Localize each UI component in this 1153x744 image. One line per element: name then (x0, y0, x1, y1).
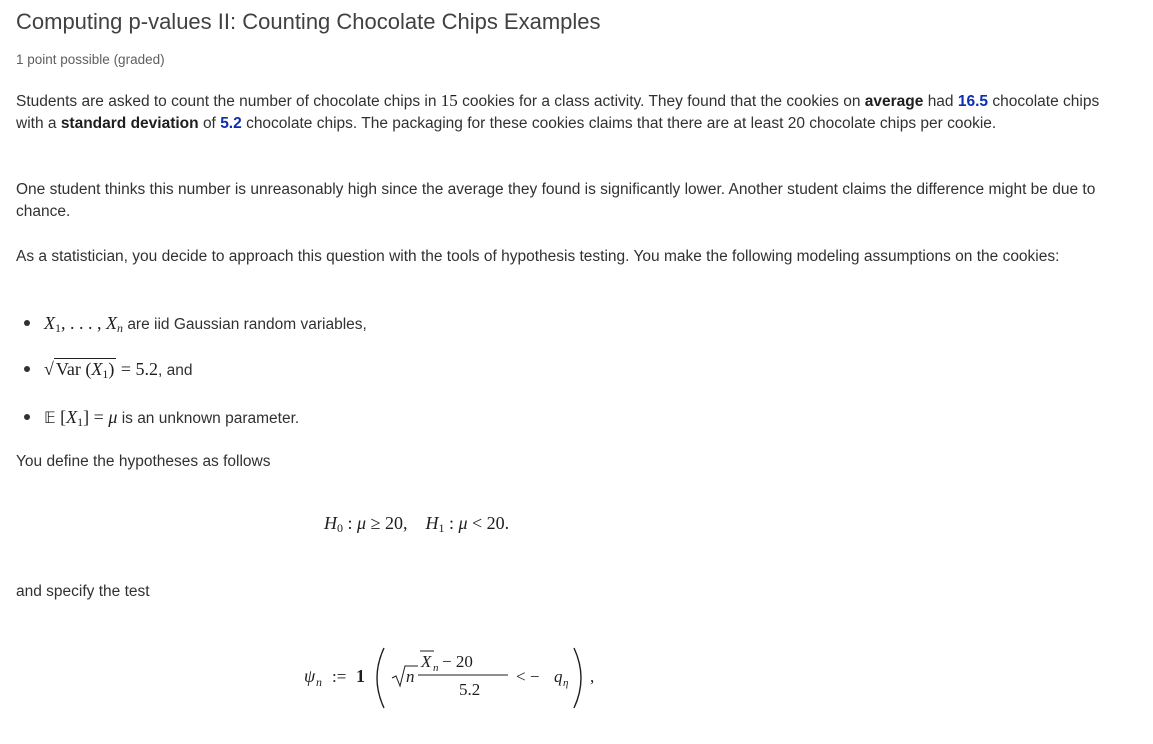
test-equation (304, 640, 624, 720)
average-value: 16.5 (957, 93, 989, 110)
assumption-item (24, 354, 193, 384)
intro-paragraph (16, 90, 1106, 135)
test-intro: and specify the test (16, 583, 150, 600)
standard-deviation-term: standard deviation (60, 115, 199, 132)
alternative-hypothesis-rhs: < 20. (472, 513, 510, 533)
intro-text-6: chocolate chips. The packaging for these cookies claims that there are at least 20 chocolate chips per cookie. (246, 115, 997, 132)
assumption-item (24, 308, 367, 338)
variance-label: Var (55, 359, 81, 379)
assumption-item (24, 402, 299, 432)
problem-title: Computing p-values II: Counting Chocolate Chips Examples (16, 9, 601, 34)
bullet-icon (24, 414, 30, 420)
left-paren-icon (377, 648, 384, 708)
null-hypothesis-rhs: ≥ 20, (370, 513, 408, 533)
student-paragraph: One student thinks this number is unreasonably high since the average they found is significantly lower. Another student claims the difference might be due to chance. (16, 181, 1096, 220)
psi-subscript: n (316, 675, 322, 689)
indicator-symbol: 1 (356, 666, 365, 686)
denominator-value: 5.2 (459, 680, 481, 699)
xbar-symbol: X (421, 652, 432, 671)
expectation-expression: 𝔼 $[X_1] = \mu$ (44, 407, 118, 429)
bullet-icon (24, 366, 30, 372)
q-subscript: η (563, 677, 569, 689)
numerator-constant: − 20 (442, 652, 473, 671)
assumption-text-3: is an unknown parameter. (121, 410, 300, 427)
intro-text-1: Students are asked to count the number of chocolate chips in (16, 93, 437, 110)
intro-text-2: cookies for a class activity. They found that the cookies on (462, 93, 861, 110)
std-dev-value: = 5.2 (120, 359, 159, 379)
sample-variables: $X_1$, . . . , $X_n$ (44, 313, 123, 335)
xbar-subscript: n (433, 662, 439, 674)
comma-symbol: , (590, 667, 595, 686)
hypotheses-intro: You define the hypotheses as follows (16, 453, 271, 470)
std-dev-expression (44, 359, 158, 379)
sqrt-n: n (406, 667, 415, 686)
intro-text-3: had (927, 93, 954, 110)
psi-symbol: ψ (304, 666, 316, 686)
test-formula-graphic (304, 640, 624, 720)
points-possible: 1 point possible (graded) (16, 52, 165, 67)
defined-as-symbol: := (332, 667, 347, 686)
sqrt-icon: √ Var $(X_1)$ (44, 359, 115, 381)
hypotheses-equation: $H_0$ : μ ≥ 20, $H_1$ : μ < 20. (324, 513, 510, 535)
bullet-icon (24, 320, 30, 326)
statistician-paragraph: As a statistician, you decide to approach this question with the tools of hypothesis testing. You make the following modeling assumptions on the cookies: (16, 248, 1060, 265)
standard-deviation-value: 5.2 (220, 115, 242, 132)
assumption-text-2: , and (158, 362, 193, 379)
cookie-count: 15 (440, 91, 458, 110)
average-term: average (864, 93, 924, 110)
assumption-text-1: are iid Gaussian random variables, (127, 316, 367, 333)
intro-text-5: of (202, 115, 216, 132)
intro-text-4: chocolate chips with a (16, 93, 1100, 132)
q-symbol: q (554, 667, 563, 686)
less-than-symbol: < − (516, 667, 540, 686)
right-paren-icon (574, 648, 581, 708)
